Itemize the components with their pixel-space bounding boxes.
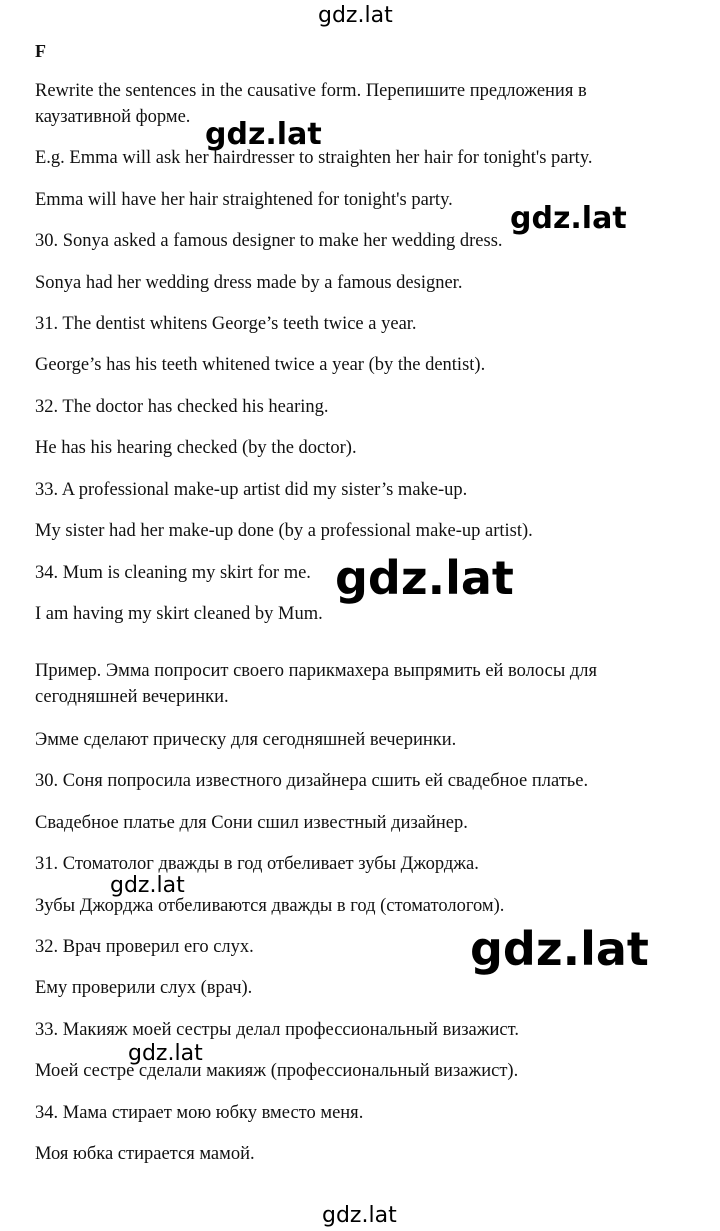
watermark-5: gdz.lat (470, 922, 649, 976)
task-33: 33. A professional make-up artist did my sister’s make-up. (35, 480, 468, 500)
watermark-2: gdz.lat (510, 201, 627, 236)
ru-example-line-1: Пример. Эмма попросит своего парикмахера выпрямить ей волосы для (35, 661, 598, 681)
watermark-6: gdz.lat (128, 1041, 203, 1066)
ru-answer-30: Свадебное платье для Сони сшил известный дизайнер. (35, 813, 468, 833)
answer-32: He has his hearing checked (by the doctor). (35, 438, 357, 458)
watermark-top: gdz.lat (318, 3, 393, 28)
ru-answer-31: Зубы Джорджа отбеливаются дважды в год (стоматологом). (35, 896, 505, 916)
answer-30: Sonya had her wedding dress made by a famous designer. (35, 273, 463, 293)
ru-task-30: 30. Соня попросила известного дизайнера сшить ей свадебное платье. (35, 771, 589, 791)
answer-34: I am having my skirt cleaned by Mum. (35, 604, 323, 624)
watermark-4: gdz.lat (110, 873, 185, 898)
section-letter: F (35, 41, 46, 61)
ru-example-line-2: сегодняшней вечеринки. (35, 687, 229, 707)
task-31: 31. The dentist whitens George’s teeth twice a year. (35, 314, 417, 334)
task-30: 30. Sonya asked a famous designer to make her wedding dress. (35, 231, 503, 251)
ru-task-33: 33. Макияж моей сестры делал профессиональный визажист. (35, 1020, 519, 1040)
instruction-line-1: Rewrite the sentences in the causative form. Перепишите предложения в (35, 81, 587, 101)
answer-33: My sister had her make-up done (by a professional make-up artist). (35, 521, 533, 541)
example-sentence: E.g. Emma will ask her hairdresser to straighten her hair for tonight's party. (35, 148, 593, 168)
ru-task-31: 31. Стоматолог дважды в год отбеливает зубы Джорджа. (35, 854, 479, 874)
ru-answer-32: Ему проверили слух (врач). (35, 978, 253, 998)
watermark-1: gdz.lat (205, 117, 322, 152)
example-answer: Emma will have her hair straightened for tonight's party. (35, 190, 453, 210)
ru-task-32: 32. Врач проверил его слух. (35, 937, 254, 957)
ru-answer-33: Моей сестре сделали макияж (профессиональный визажист). (35, 1061, 519, 1081)
task-32: 32. The doctor has checked his hearing. (35, 397, 329, 417)
ru-answer-34: Моя юбка стирается мамой. (35, 1144, 255, 1164)
ru-task-34: 34. Мама стирает мою юбку вместо меня. (35, 1103, 364, 1123)
watermark-bottom: gdz.lat (322, 1203, 397, 1228)
instruction-line-2: каузативной форме. (35, 107, 191, 127)
watermark-3: gdz.lat (335, 551, 514, 605)
task-34: 34. Mum is cleaning my skirt for me. (35, 563, 311, 583)
answer-31: George’s has his teeth whitened twice a year (by the dentist). (35, 355, 486, 375)
ru-example-answer: Эмме сделают прическу для сегодняшней вечеринки. (35, 730, 457, 750)
